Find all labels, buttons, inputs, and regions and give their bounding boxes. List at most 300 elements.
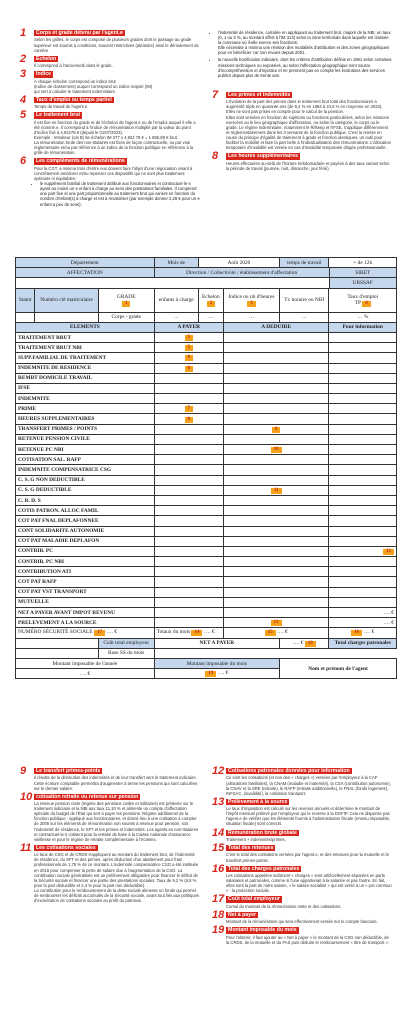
note-section (212, 88, 392, 151)
marker-5: 5 (185, 335, 194, 341)
section-number: 3 (20, 68, 27, 81)
info-cell (329, 394, 397, 404)
marker-18: 18 (305, 641, 316, 647)
siret-label: SIRET (329, 268, 397, 278)
section-title: Le traitement brut (36, 112, 81, 119)
row-label: TRAITEMENT BRUT NBI (16, 343, 155, 353)
table-row (16, 495, 397, 505)
section-text: Il correspond à l'ancienneté dans le grade. (34, 63, 113, 69)
bullet-list (34, 181, 200, 206)
info-cell (329, 445, 397, 455)
deduire-cell (223, 618, 329, 628)
bullet-list (212, 30, 392, 78)
section-title: Montant imposable du mois (228, 927, 297, 934)
payer-cell (154, 577, 223, 587)
impot-annee-label: Montant imposable de l'année (16, 658, 155, 668)
table-row (16, 363, 397, 373)
deduire-cell (223, 597, 329, 607)
taux-cell (329, 288, 397, 312)
table-row (16, 343, 397, 353)
section-number: 17 (212, 893, 225, 906)
section-number: 12 (212, 765, 225, 777)
grade-cell (98, 288, 154, 312)
taux-label: Taux d'emploi (347, 293, 379, 300)
deduire-cell (223, 485, 329, 495)
payer-cell (154, 394, 223, 404)
section-number: 14 (212, 826, 225, 839)
note-section (20, 155, 200, 207)
section-title: Les primes et indemnités (228, 91, 291, 98)
deduire-cell (223, 394, 329, 404)
payer-cell (154, 526, 223, 536)
info-cell (329, 597, 397, 607)
info-cell (329, 608, 397, 618)
table-row (16, 546, 397, 556)
deduire-cell (223, 506, 329, 516)
section-title: Total des charges patronales (228, 865, 300, 872)
section-text: Heures effectuées au-delà de l'horaire hebdomadaire et payées à des taux variant selon la période de travail (journée, nuit, dimanche, jour férié). (226, 160, 390, 171)
base-ss-label: Base SS du mois (98, 648, 154, 658)
section-number: 5 (20, 109, 27, 122)
marker-1: 1 (122, 301, 131, 307)
table-row (16, 506, 397, 516)
euro-19: …. € (217, 670, 229, 677)
row-label: INDEMNITE (16, 394, 155, 404)
row-label: TRAITEMENT BRUT (16, 332, 155, 342)
payer-cell (154, 557, 223, 567)
deduire-cell (223, 577, 329, 587)
row-label: RETENUE PENSION CIVILE (16, 434, 155, 444)
payer-header: A PAYER (154, 322, 223, 332)
marker-5: 5 (185, 345, 194, 351)
deduire-cell (223, 557, 329, 567)
note-section (212, 893, 392, 909)
row-label: INDEMNITE COMPENSATRICE CSG (16, 465, 155, 475)
deduire-cell (223, 465, 329, 475)
payer-cell (154, 414, 223, 424)
section-text: Le taux de CSG et de CRDS s'appliquent au montant du traitement brut, de l'indemnité de résidence, du SFT et des primes, après déduction d'un abattement pour frais professionnels de 1,75 % de ce montant. L'indemnité compensatrice CSG a été instituée en 2018 pour compenser la perte de salaire due à l'augmentation de la CSG. La contribution sociale généralisée est un prélèvement obligatoire pour financer le déficit de la Sécurité sociale et financer une partie des prestations sociales. Taux de 9,2 % (6,8 % pour la part déductible et 2,4 % pour la part non déductible). La contribution pour le remboursement de la dette sociale alimente un fonds qui permet de rembourser les déficits accumulés de la Sécurité sociale, avant tout liés aux politiques d'exonération de cotisations sociales au profit du patronat. (34, 852, 200, 904)
elements-rows (16, 332, 397, 627)
section-title: cotisation retraite ou retenue sur pension (36, 793, 139, 800)
table-row (16, 567, 397, 577)
row-label: MUTUELLE (16, 597, 155, 607)
note-section (212, 842, 392, 863)
table-row (16, 414, 397, 424)
euro-15: …. € (276, 629, 288, 636)
table-row (16, 526, 397, 536)
enfants-label: enfants à charge (154, 288, 198, 312)
direction-label: Direction / Collectivité / établissement d'affectation (154, 268, 329, 278)
dots-2: … (198, 312, 223, 322)
payer-cell (154, 455, 223, 465)
deduire-cell (223, 495, 329, 505)
pct-cell: … % (329, 312, 397, 322)
euro-18: …. € (292, 639, 304, 646)
section-text: C'est le total des cotisations versées par l'agent.e, et des retenues pour la mutuelle et le transfert primes-points. (226, 852, 389, 863)
row-label: COT PAT FNAL DEPLAFONNEE (16, 516, 155, 526)
payer-cell (154, 597, 223, 607)
marker-13: 13 (271, 620, 282, 626)
totaux-label: Totaux du mois (156, 629, 191, 636)
section-number: 16 (212, 862, 225, 875)
table-row (16, 485, 397, 495)
section-title: Coût total employeur (228, 896, 280, 903)
row-label: CONTRIB. PC NBI (16, 557, 155, 567)
row-label: CONT SOLIDARITE AUTONOMIE (16, 526, 155, 536)
note-section (212, 862, 392, 894)
deduire-cell (223, 455, 329, 465)
section-text: La retenue pension civile (régime des pensions civiles et militaires) est prélevée sur le traitement indiciaire et la NBI aux taux 11,10 % et alimente un compte d'affectation spéciale du budget de l'État qui sert à payer les pensions. Régime additionnel de la fonction publique : appliqué aux fonctionnaires, et donné lieu à une cotisation à compter de 2005 sur les éléments de rémunération non soumis à retenue pour pension, soit l'indemnité de résidence, le SFT et les primes et indemnités. Les agents.es non-titulaires et contractuel·le·s cotisent pour la retraite de base à la Caisse nationale d'assurance vieillesse et pour le régime de retraite complémentaire à l'Ircantec. (34, 801, 199, 842)
secu-label-text: NUMÉRO SÉCURITÉ SOCIALE (18, 629, 93, 636)
table-row (16, 516, 397, 526)
section-text: Ce sont les cotisations (et non des « charges ») versées par l'employeur à la CAF (allocations familiales), la CNAM (maladie et maternité), la CSA (contribution autonomie), la CNAV et la SRE (retraite), le RAFP (retraite additionnelle), le FNAL (fonds logement), INFSAC, (invalidité), la cotisation transport. (226, 775, 391, 796)
temps-label: temps de travail (280, 258, 329, 268)
note-section (20, 27, 200, 53)
payer-cell (154, 506, 223, 516)
info-cell (329, 485, 397, 495)
elements-header: ELEMENTS (16, 322, 155, 332)
section-number: 15 (212, 842, 225, 855)
info-cell (329, 343, 397, 353)
section-title: Le transfert primes-points (36, 768, 101, 774)
mois-value: Août 2020 (198, 258, 279, 268)
section-text: Pour la CGT, a minima trois d'entre eux doivent faire l'objet d'une négociation visant à concrètement améliorer et/ou repenser ces dispositifs qui ne sont plus totalement opérants ni équitables : (34, 165, 193, 182)
payer-cell (154, 353, 223, 363)
note-section (20, 765, 200, 791)
affectation-label: AFFECTATION (16, 268, 155, 278)
section-number: 13 (212, 795, 225, 808)
section-number: 11 (20, 841, 32, 854)
section-number: 2 (20, 52, 27, 65)
note-section (20, 841, 200, 904)
info-cell (329, 434, 397, 444)
euro-16: …. € (363, 629, 375, 636)
section-title: Les compléments de rémunérations (36, 158, 125, 165)
payer-cell (154, 383, 223, 393)
euro-17: …. € (106, 629, 118, 636)
table-row (16, 383, 397, 393)
total-15-cell (223, 628, 329, 638)
note-section (20, 109, 200, 156)
marker-2: 2 (207, 301, 216, 307)
indice-label: Indice ou nb d'heures (228, 293, 275, 300)
table-row (16, 445, 397, 455)
section-number: 10 (20, 790, 33, 803)
info-header: Pour information (329, 322, 397, 332)
total-charges-label: Total charges patronales (329, 638, 397, 648)
nbi-label: Tx horaire ou NBI (280, 288, 329, 312)
info-cell (329, 332, 397, 342)
table-row (16, 394, 397, 404)
section-text: Il est fixe en fonction du grade et de l'échelon de l'agent.e ou de l'emploi auquel il-elle a été nommé.e. Il correspond à l'indice de rémunération multiplié par la valeur du point d'indice fixé à 4,92278 € (depuis le 01/07/2023). Exemple : retraiteur (cat B) 5e échelon IM 377 x 4,922 78 € = 1 855,89 € brut. La rémunération brute des non-titulaires est fixée de façon contractuelle, ou par voie réglementaire et/ou par référence à un indice de la fonction publique en référence à la grille de rémunération. (34, 119, 196, 156)
table-row (16, 465, 397, 475)
marker-8: 8 (185, 417, 194, 423)
marker-10: 10 (271, 447, 282, 453)
marker-17: 17 (94, 630, 105, 636)
grade-label: GRADE (116, 293, 136, 300)
note-section (212, 765, 392, 796)
net-payer-label: NET A PAYER (154, 638, 279, 648)
marker-15: 15 (265, 630, 276, 636)
note-section (212, 150, 392, 171)
dots-4: … (280, 312, 329, 322)
deduire-cell (223, 445, 329, 455)
payer-cell (154, 332, 223, 342)
deduire-cell (223, 516, 329, 526)
deduire-cell (223, 343, 329, 353)
section-title: Net à payer (228, 911, 256, 918)
marker-7: 7 (185, 406, 194, 412)
deduire-header: A DEDUIRE (223, 322, 329, 332)
marker-19: 19 (205, 671, 216, 677)
totaux-cell (154, 628, 223, 638)
echelon-cell (198, 288, 223, 312)
dots-1: … (154, 312, 198, 322)
row-label: C. S. G NON DEDUCTIBLE (16, 475, 155, 485)
payer-cell (154, 567, 223, 577)
section-text: Les cotisations appelées indûment « charges » sont artificiellement séparées en parts salariales et patronales, comme si l'une appartenait à la salariée et pas l'autre. En fait, elles sont la part de notre salaire, « le salaire socialisé » qui est versé à un « pot commun » : la protection sociale. (226, 873, 392, 894)
row-label: IFSE (16, 383, 155, 393)
section-text: A chaque échelon correspond un indice brut (indice de classement) auquel correspond un indice majoré (IM) qui sert à calculer le traitement indemnitaire. (34, 78, 153, 94)
row-label: NET A PAYER AVANT IMPOT REVENU (16, 608, 155, 618)
top-left-column (20, 27, 200, 210)
top-right-column (212, 30, 392, 174)
section-title: Total des retenues (228, 845, 274, 852)
deduire-cell (223, 587, 329, 597)
payer-cell (154, 516, 223, 526)
row-label: PRIME (16, 404, 155, 414)
statut-label: Statut (16, 288, 35, 312)
section-number: 18 (212, 908, 225, 921)
indice-cell (223, 288, 279, 312)
section-text: Cumul du montant de la rémunération nette et des cotisations. (226, 903, 342, 909)
table-row (16, 424, 397, 434)
section-number: 19 (212, 924, 225, 937)
cout-total-label: Coût total employeur (98, 638, 154, 648)
payer-cell (154, 536, 223, 546)
section-title: Les heures supplémentaires (228, 153, 299, 160)
section-title: Corps et grade détenu par l'agent.e (36, 30, 123, 36)
marker-12: 12 (383, 549, 394, 555)
info-cell (329, 353, 397, 363)
row-label: SUPP.FAMILIAL DE TRAITEMENT (16, 353, 155, 363)
info-cell (329, 424, 397, 434)
section-title: Prélèvement à la source (228, 798, 288, 805)
note-section (212, 795, 392, 827)
deduire-cell (223, 363, 329, 373)
row-label: TRANSFERT PRIMES / POINTS (16, 424, 155, 434)
impot-mois-cell (154, 669, 279, 679)
dots-3: … (223, 312, 279, 322)
euro-14: …. € (203, 629, 215, 636)
bullet-item: • la nouvelle bonification indiciaire, dont les critères d'attribution définis en 1991 selon certaines missions techniques ou exposées, au selon l'affectation géographique sont source d'incompréhension et d'injustice et ne prennent pas en compte les évolutions des services publics depuis plus de trente ans. (218, 57, 392, 77)
deduire-cell (223, 424, 329, 434)
section-title: Rémunération brute globale (228, 829, 297, 836)
temps-value: + de 12h (329, 258, 397, 268)
info-cell (329, 546, 397, 556)
deduire-cell (223, 373, 329, 383)
marker-6: 6 (185, 355, 194, 361)
section-number: 6 (20, 155, 27, 168)
section-title: Cotisations patronales données pour information (228, 768, 350, 774)
section-number: 1 (20, 27, 27, 39)
note-section (20, 790, 200, 842)
section-text: L'évolution de la part des primes dans le traitement brut total des fonctionnaires a augmenté triple en quarante ans (de 8,4 % en 1984 à 24,6 % en moyenne en 2023). Elles ne sont pas prises en compte pour le calcul de la pension. Elles sont versées en fonction de sujétions ou fonctions particulières, selon les missions exercées ou le lieu géographique d'affectation, ou selon la catégorie, le corps ou le grade. Le régime indemnitaire, notamment le Rifseep et l'IFSE, s'applique différemment et réglementairement dans les 3 versants de la fonction publique. C'est la remise en cause du principe d'égalité de traitement à grade et fonction identiques, un outil pour faciliter la mobilité et faire la part belle à l'individualisation des rémunérations. L'allocation temporaire d'invalidité est versée en cas d'invalidité temporaire dirigée professionnelle. (226, 99, 391, 151)
total-16-cell (329, 628, 397, 638)
deduire-cell (223, 475, 329, 485)
matricule-label: Numéro clé matriculaire (35, 288, 98, 312)
urssaf-label: URSSAF (329, 278, 397, 288)
payer-cell (154, 343, 223, 353)
row-label: COTISATION SAL. RAFP (16, 455, 155, 465)
info-cell (329, 404, 397, 414)
net-18-cell (280, 638, 329, 648)
payer-cell (154, 587, 223, 597)
row-label: COT PAT MALADIE DEPLAFON (16, 536, 155, 546)
table-row (16, 353, 397, 363)
payslip-form (15, 257, 397, 754)
info-cell (329, 577, 397, 587)
section-text: Temps de travail de l'agent.e. (34, 104, 89, 110)
note-section (20, 93, 200, 110)
info-cell (329, 475, 397, 485)
payer-cell (154, 618, 223, 628)
info-cell (329, 414, 397, 424)
payer-cell (154, 404, 223, 414)
nom-agent-label: Nom et prénom de l'agent (280, 658, 397, 678)
info-cell (329, 363, 397, 373)
marker-3: 3 (247, 301, 256, 307)
info-cell (329, 526, 397, 536)
marker-16: 16 (351, 630, 362, 636)
payer-cell (154, 465, 223, 475)
info-cell (329, 455, 397, 465)
note-section (212, 924, 392, 945)
section-text: Traitement + indemnités/primes. (226, 836, 286, 842)
row-label: COT PAT RAFP (16, 577, 155, 587)
info-cell (329, 567, 397, 577)
note-section (20, 52, 200, 69)
note-section (212, 908, 392, 925)
payer-cell (154, 424, 223, 434)
table-row (16, 557, 397, 567)
bullet-item: • le supplément familial de traitement attribué aux fonctionnaires et contractuel·le·s ayant au moins un·e enfant à charge au sens des prestations familiales. Il comprend une part fixe et une part proportionnelle au traitement brut qui varient en fonction du nombre d'enfant(s) à charge et est à revaloriser (par exemple donner 2,29 € pour un·e enfant a peu de sens); (40, 181, 200, 206)
table-row (16, 597, 397, 607)
deduire-cell (223, 332, 329, 342)
table-row (16, 475, 397, 485)
marker-14: 14 (191, 630, 202, 636)
payer-cell (154, 434, 223, 444)
table-row (16, 608, 397, 618)
row-label: RETENUE PC NBI (16, 445, 155, 455)
info-cell (329, 495, 397, 505)
table-row (16, 536, 397, 546)
deduire-cell (223, 353, 329, 363)
payer-cell (154, 373, 223, 383)
section-title: Indice (36, 71, 51, 78)
euro-net-avant: …. € (383, 609, 394, 616)
table-row (16, 455, 397, 465)
table-row (16, 332, 397, 342)
info-cell (329, 587, 397, 597)
table-row (16, 404, 397, 414)
row-label: PRELEVEMENT A LA SOURCE (16, 618, 155, 628)
info-cell (329, 465, 397, 475)
section-text: Le taux d'imposition est calculé sur les revenus annuels et détermine le montant de l'impôt mensuel prélevé par l'employeur qui le reverse à la DGFIP. Cela ne dispense pas l'agent.e de vérifier que les éléments fournis à l'administration fiscale (revenu imposable, situation fiscale) sont corrects. (226, 806, 391, 827)
echelon-label: Echelon (202, 293, 220, 300)
table-row (16, 373, 397, 383)
section-text: Il résulte de la diminution des indemnités et de leur transfert vers le traitement indiciaire. Cette écriture comptable permettra d'augmenter à terme les pensions qui sont calculées sur le dernier salaire. (34, 775, 198, 791)
marker-6: 6 (185, 366, 194, 372)
impot-annee-value: …. € (16, 669, 155, 679)
bullet-item: • l'indemnité de résidence, calculée en appliquant au traitement brut, majoré de la NBI, un taux (0, 1 ou 3 %, au montant offert à l'IM 313) selon la zone territoriale dans laquelle est classée la commune où il-elle exerce ses fonctions: Elle nécessite à minima une révision des modalités d'attribution et des zones géographiques pour en bénéficier car non revues depuis 2001. (218, 30, 392, 55)
marker-11: 11 (271, 488, 282, 494)
table-row (16, 577, 397, 587)
row-label: REMBT DOMICILE TRAVAIL (16, 373, 155, 383)
departement-label: Département (16, 258, 155, 268)
info-cell (329, 618, 397, 628)
section-title: Taux d'emploi ou temps partiel (36, 96, 112, 103)
payer-cell (154, 363, 223, 373)
section-number: 4 (20, 93, 27, 106)
deduire-cell (223, 608, 329, 618)
note-section (20, 68, 200, 94)
section-number: 9 (20, 765, 27, 777)
bottom-right-column (212, 765, 392, 948)
info-cell (329, 373, 397, 383)
section-text: Selon les grilles, le corps est composé de plusieurs grades dont le passage au grade supérieur est soumis à conditions, souvent restrictives (aléatoire) ainsi le déroulement de carrière (34, 37, 199, 53)
section-number: 7 (212, 88, 219, 101)
table-row (16, 434, 397, 444)
section-text: Montant de la rémunération qui sera effectivement versée sur le compte bancaire. (226, 919, 378, 925)
mois-label: Mois de (154, 258, 198, 268)
row-label: C. S. G DEDUCTIBLE (16, 485, 155, 495)
marker-4: 4 (362, 301, 371, 307)
payer-cell (154, 445, 223, 455)
row-label: COTIS PATRON. ALLOC FAMIL (16, 506, 155, 516)
table-row (16, 618, 397, 628)
section-text: Pour l'obtenir, il faut ajouter au « Net à payer » le montant de la CSG non déductible, de la CRDS, de la mutuelle et du PAS puis déduire le remboursement « titre de transport ». (226, 934, 390, 945)
section-number: 8 (212, 150, 219, 163)
impot-mois-label: Montant imposable du mois (154, 658, 279, 668)
tp-label: TP (354, 299, 361, 306)
section-title: Les cotisations sociales (36, 844, 96, 851)
corps-grade: Corps - grade (98, 312, 154, 322)
payer-cell (154, 495, 223, 505)
note-section (212, 826, 392, 843)
row-label: HEURES SUPPLEMENTAIRES (16, 414, 155, 424)
table-row (16, 587, 397, 597)
row-label: C. R. D. S (16, 495, 155, 505)
deduire-cell (223, 434, 329, 444)
deduire-cell (223, 383, 329, 393)
info-cell (329, 557, 397, 567)
row-label: CONTRIB. PC (16, 546, 155, 556)
row-label: INDEMNITE DE RESIDENCE (16, 363, 155, 373)
row-label: CONTRIBUTION ATI (16, 567, 155, 577)
info-cell (329, 516, 397, 526)
secu-label (16, 628, 155, 638)
deduire-cell (223, 546, 329, 556)
bottom-left-column (20, 765, 200, 906)
row-label: COT PAT VST TRANSPORT (16, 587, 155, 597)
info-cell (329, 383, 397, 393)
euro-prelevement: …. € (383, 619, 394, 626)
deduire-cell (223, 567, 329, 577)
payer-cell (154, 475, 223, 485)
deduire-cell (223, 404, 329, 414)
deduire-cell (223, 526, 329, 536)
